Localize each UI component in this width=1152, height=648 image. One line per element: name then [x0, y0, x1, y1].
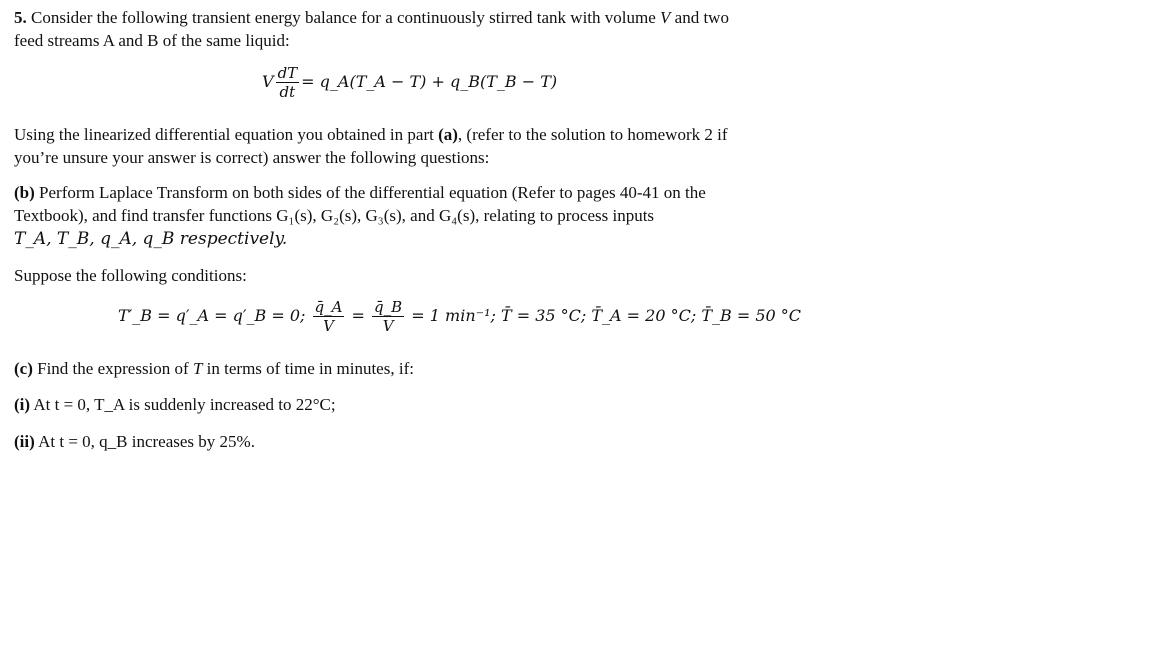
- problem-intro-line1-end: and two: [674, 8, 729, 27]
- conditions-lhs: T′_B = q′_A = q′_B = 0;: [118, 306, 306, 325]
- part-c-text-a: Find the expression of: [37, 359, 189, 378]
- part-ii-label: (ii): [14, 432, 35, 451]
- part-b-line3: T_A, T_B, q_A, q_B respectively.: [14, 229, 288, 249]
- part-i-text-b: is suddenly increased to 22°C;: [128, 395, 336, 414]
- conditions-heading-text: Suppose the following conditions:: [14, 266, 247, 285]
- conditions-rhs: = 1 min⁻¹; T̄ = 35 °C; T̄_A = 20 °C; T̄_B = 50 °C: [411, 306, 802, 325]
- part-c-text-b: in terms of time in minutes, if:: [206, 359, 414, 378]
- part-c-label: (c): [14, 359, 33, 378]
- equation-derivative-fraction: [276, 64, 300, 101]
- equation-lhs-coef: V: [262, 72, 274, 91]
- problem-intro-line1: Consider the following transient energy balance for a continuously stirred tank with volume: [31, 8, 656, 27]
- fraction-denominator: dt: [279, 83, 296, 101]
- energy-balance-equation: [262, 64, 557, 101]
- linearized-line1-b: , (refer to the solution to homework 2 if: [457, 125, 728, 144]
- part-b-line1: Perform Laplace Transform on both sides of the differential equation (Refer to pages 40-41 on the: [39, 183, 706, 202]
- part-b-question: [14, 181, 814, 251]
- conditions-heading: [14, 264, 247, 287]
- linearized-line1-a: Using the linearized differential equation you obtained in part: [14, 125, 434, 144]
- part-ii-question: [14, 430, 255, 453]
- part-i-question: [14, 393, 336, 416]
- problem-intro-line2: feed streams A and B of the same liquid:: [14, 31, 290, 50]
- fraction-denominator: V: [323, 317, 334, 335]
- linearized-line2: you’re unsure your answer is correct) answer the following questions:: [14, 148, 490, 167]
- document-body: [14, 6, 814, 52]
- problem-intro-var: V: [660, 8, 671, 27]
- part-i-label: (i): [14, 395, 31, 414]
- part-i-text-a: At t = 0, T_A: [33, 395, 125, 414]
- part-b-label: (b): [14, 183, 35, 202]
- conditions-fraction-qb: [372, 298, 404, 335]
- conditions-fraction-qa: [313, 298, 345, 335]
- fraction-numerator: q̄_B: [374, 298, 403, 316]
- problem-statement: [14, 6, 814, 52]
- part-ii-text-a: At t = 0, q_B: [38, 432, 128, 451]
- part-ii-text-b: increases by 25%.: [131, 432, 255, 451]
- linearized-instructions: [14, 123, 814, 169]
- fraction-numerator: dT: [277, 64, 298, 82]
- part-c-var: T: [192, 359, 203, 378]
- part-c-question: [14, 357, 414, 380]
- conditions-equation: T′_B = q′_A = q′_B = 0; $\frac{q̄\_A}{V}$ = $\frac{q̄\_B}{V}$ = 1 min⁻¹; T̄ = 35 °C; T̄_A = 20 °C; T̄_B = 50 °C: [118, 298, 802, 335]
- fraction-denominator: V: [382, 317, 394, 335]
- fraction-numerator: q̄_A: [314, 298, 343, 316]
- problem-number: 5.: [14, 8, 27, 27]
- part-b-line2: Textbook), and find transfer functions G₁(s), G₂(s), G₃(s), and G₄(s), relating to process inputs: [14, 206, 655, 225]
- linearized-part-ref: (a): [438, 125, 458, 144]
- equation-rhs: = q_A(T_A − T) + q_B(T_B − T): [301, 72, 558, 91]
